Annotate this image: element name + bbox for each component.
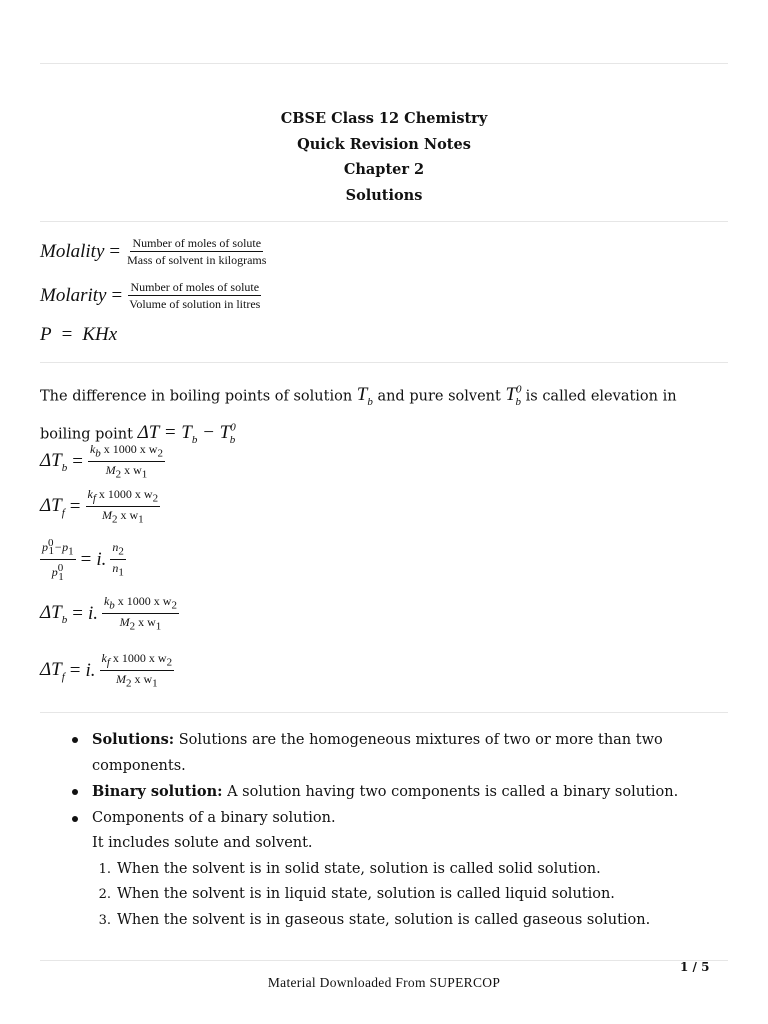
top-divider — [40, 63, 728, 64]
footer-source: Material Downloaded From SUPERCOP — [267, 975, 501, 990]
molarity-lhs: Molarity — [40, 284, 107, 306]
delta-tb-fraction: $\frac{k_b x 1000 x w_2}{M_2 x w_1}$ — [103, 594, 177, 633]
tb0-symbol: $T^0_b$ — [505, 384, 522, 409]
divider-3 — [40, 712, 728, 713]
list-item — [40, 779, 730, 806]
vapour-pressure-formula — [40, 536, 126, 584]
tb-symbol: $T_b$ — [356, 384, 373, 409]
equals-sign: = — [69, 495, 81, 517]
delta-tb-lhs: $\Delta T_b$ — [40, 449, 68, 474]
molality-denominator: Mass of solvent in kilograms — [127, 253, 267, 267]
henry-rhs: KHx — [82, 324, 118, 345]
equals-sign: = — [109, 240, 121, 262]
molarity-fraction — [127, 280, 262, 311]
molarity-denominator: Volume of solution in litres — [129, 297, 261, 311]
delta-tb-vant-hoff-formula — [40, 594, 179, 634]
solutions-list — [40, 727, 730, 933]
molality-fraction — [125, 236, 268, 267]
item-number: 2. — [98, 887, 111, 902]
delta-tf-vant-hoff-formula — [40, 651, 174, 691]
list-item — [40, 806, 730, 857]
bullet-icon — [72, 737, 78, 743]
henry-lhs: P — [40, 324, 52, 345]
delta-tb-lhs: $\Delta T_b$ — [40, 601, 68, 626]
header-line-3: Chapter 2 — [343, 161, 425, 178]
relative-lowering-fraction: $\frac{p^0_1-p_1}{p^0_1}$ — [42, 537, 74, 583]
vant-hoff-factor: i. — [96, 548, 107, 570]
molarity-formula — [40, 280, 262, 311]
delta-tf-fraction: $\frac{k_f x 1000 x w_2}{M_2 x w_1}$ — [87, 487, 159, 526]
header-line-4: Solutions — [345, 186, 423, 204]
equals-sign: = — [61, 324, 73, 345]
delta-tb-formula — [40, 442, 165, 482]
vant-hoff-factor: i. — [85, 659, 96, 681]
numbered-item — [40, 882, 730, 908]
paragraph-text-3: is called elevation in boiling point — [40, 388, 677, 443]
delta-tf-fraction: $\frac{k_f x 1000 x w_2}{M_2 x w_1}$ — [101, 651, 173, 690]
elevation-equation: $\Delta T = T_b - T^0_b$ — [137, 422, 236, 447]
equals-sign: = — [69, 659, 81, 681]
list-item-term: Binary solution: — [92, 783, 223, 800]
delta-tf-lhs: $\Delta T_f$ — [40, 658, 65, 683]
item-number: 3. — [98, 912, 111, 928]
divider-1 — [40, 221, 728, 222]
delta-tf-formula — [40, 487, 160, 527]
list-item-text: A solution having two components is called a binary solution. — [222, 784, 679, 800]
molarity-numerator: Number of moles of solute — [130, 280, 260, 294]
bullet-icon — [72, 789, 78, 795]
divider-2 — [40, 362, 728, 363]
list-item-subtext: It includes solute and solvent. — [92, 835, 313, 851]
equals-sign: = — [80, 548, 92, 570]
numbered-item-text: When the solvent is in solid state, solution is called solid solution. — [117, 860, 601, 877]
bullet-icon — [72, 816, 78, 822]
vant-hoff-factor: i. — [87, 602, 98, 624]
delta-tb-fraction: $\frac{k_b x 1000 x w_2}{M_2 x w_1}$ — [89, 442, 163, 481]
mole-ratio-fraction: $\frac{n_2}{n_1}$ — [112, 540, 124, 579]
header-line-1: CBSE Class 12 Chemistry — [280, 110, 488, 127]
list-item-term: Solutions: — [92, 731, 175, 748]
molality-lhs: Molality — [40, 240, 105, 262]
document-header — [0, 106, 768, 208]
molality-formula — [40, 236, 268, 267]
list-item — [40, 727, 730, 779]
numbered-item — [40, 908, 730, 934]
equals-sign: = — [111, 284, 123, 306]
item-number: 1. — [98, 861, 111, 877]
list-item-text: Components of a binary solution. — [92, 809, 336, 826]
molality-numerator: Number of moles of solute — [132, 236, 262, 250]
header-line-2: Quick Revision Notes — [297, 135, 471, 153]
paragraph-text-1: The difference in boiling points of solution — [40, 388, 357, 405]
numbered-item-text: When the solvent is in gaseous state, solution is called gaseous solution. — [117, 911, 651, 928]
delta-tf-lhs: $\Delta T_f$ — [40, 494, 65, 519]
henry-law-formula — [40, 324, 117, 346]
equals-sign: = — [72, 450, 83, 472]
numbered-item-text: When the solvent is in liquid state, solution is called liquid solution. — [117, 886, 615, 902]
paragraph-text-2: and pure solvent — [372, 388, 506, 405]
list-item-text: Solutions are the homogeneous mixtures of two or more than two components. — [92, 732, 663, 774]
page-number: 1 / 5 — [680, 960, 710, 974]
footer-divider — [40, 960, 728, 961]
numbered-item — [40, 857, 730, 883]
equals-sign: = — [72, 602, 83, 624]
